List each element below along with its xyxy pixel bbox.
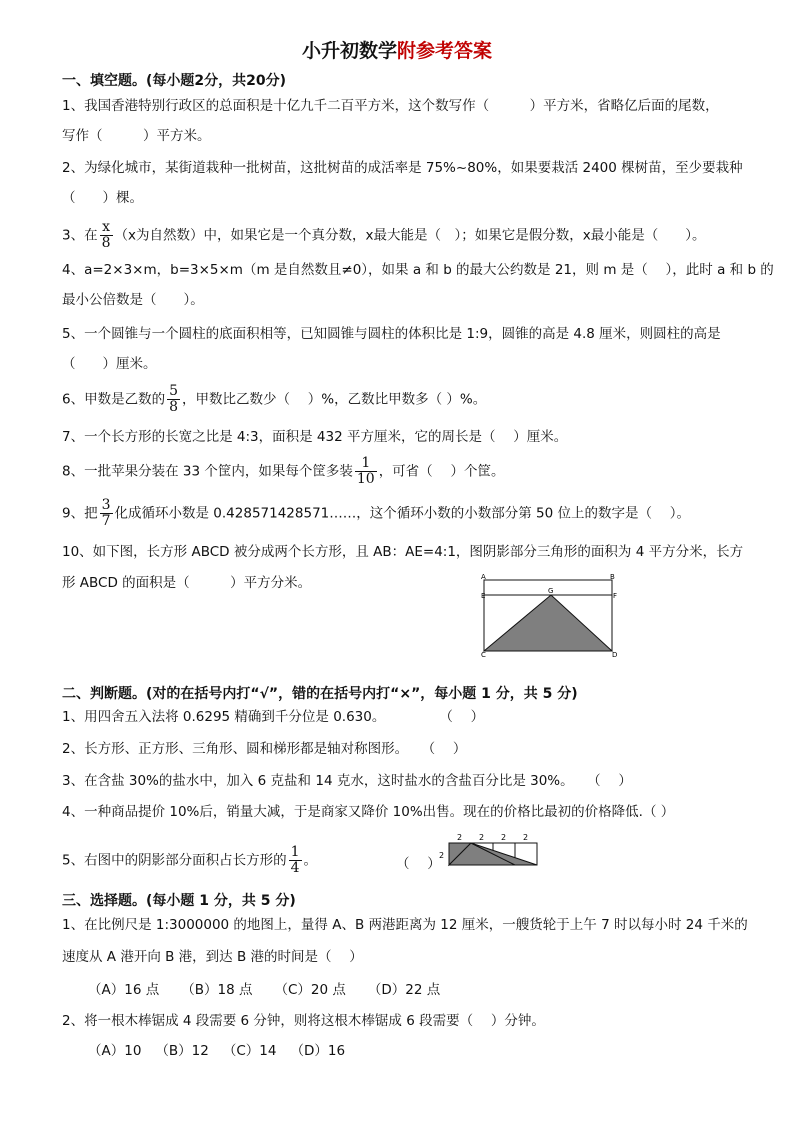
option-d: （D）22 点 [367, 982, 441, 998]
option-d: （D）16 [290, 1043, 346, 1059]
label-a: A [481, 573, 486, 581]
label-g: G [548, 587, 554, 595]
label-c: C [481, 651, 486, 658]
choice-2-options [88, 1041, 367, 1061]
label-d: D [612, 651, 618, 658]
q4-line2: 最小公倍数是（ ）。 [62, 292, 204, 308]
q8-fraction: $\frac{1}{10}$ [356, 455, 375, 487]
top-label-1: 2 [457, 833, 463, 842]
top-label-2: 2 [479, 833, 485, 842]
title-main: 小升初数学 [301, 40, 397, 62]
q9-fraction: $\frac{3}{7}$ [101, 497, 111, 529]
option-b: （B）18 点 [181, 982, 253, 998]
option-a: （A）16 点 [88, 982, 160, 998]
option-c: （C）14 [222, 1043, 277, 1059]
choice-2-line: 2、将一根木棒锯成 4 段需要 6 分钟，则将这根木棒锯成 6 段需要（ ）分钟。 [62, 1013, 545, 1029]
option-c: （C）20 点 [274, 982, 346, 998]
q3-line: 3、在 $\frac{x}{8}$ （x为自然数）中，如果它是一个真分数，x最大能是（ ）；如果它是假分数，x最小能是（ ）。 [62, 219, 706, 251]
choice-1-line1: 1、在比例尺是 1:3000000 的地图上，量得 A、B 两港距离为 12 厘米，一艘货轮于上午 7 时以每小时 24 千米的 [62, 917, 748, 933]
section3-heading: 三、选择题。(每小题 1 分，共 5 分) [62, 893, 296, 909]
judge-2: 2、长方形、正方形、三角形、圆和梯形都是轴对称图形。 （ ） [62, 741, 467, 757]
q6-fraction: $\frac{5}{8}$ [169, 383, 179, 415]
q3-fraction: $\frac{x}{8}$ [101, 219, 111, 251]
q8-line: 8、一批苹果分装在 33 个筐内，如果每个筐多装 $\frac{1}{10}$ ，可省（ ）个筐。 [62, 455, 505, 487]
shaded-triangle [484, 595, 612, 651]
q7-line: 7、一个长方形的长宽之比是 4:3，面积是 432 平方厘米，它的周长是（ ）厘米。 [62, 429, 568, 445]
q10-line1: 10、如下图，长方形 ABCD 被分成两个长方形，且 AB：AE=4:1，图阴影部分三角形的面积为 4 平方分米，长方 [62, 544, 744, 560]
choice-1-options [88, 980, 462, 1000]
judge-1: 1、用四舍五入法将 0.6295 精确到千分位是 0.630。 （ ） [62, 709, 485, 725]
section2-heading: 二、判断题。(对的在括号内打“√”，错的在括号内打“×”，每小题 1 分，共 5 分) [62, 686, 578, 702]
q10-line2: 形 ABCD 的面积是（ ）平方分米。 [62, 575, 312, 591]
top-label-3: 2 [501, 833, 507, 842]
rectangle-abcd-figure [478, 572, 628, 658]
q9-line: 9、把 $\frac{3}{7}$ 化成循环小数是 0.428571428571……，这个循环小数的小数部分第 50 位上的数字是（ ）。 [62, 497, 691, 529]
q5-line2: （ ）厘米。 [62, 356, 157, 372]
side-label: 2 [439, 851, 445, 860]
q2-line2: （ ）棵。 [62, 190, 143, 206]
label-f: F [613, 592, 618, 600]
option-b: （B）12 [155, 1043, 209, 1059]
judge-5-bracket: （ ） [396, 856, 441, 872]
title-highlight: 附参考答案 [397, 40, 493, 62]
q1-line1: 1、我国香港特别行政区的总面积是十亿九千二百平方米，这个数写作（ ）平方米，省略亿后面的尾数， [62, 98, 719, 114]
judge-5: 5、右图中的阴影部分面积占长方形的 $\frac{1}{4}$ 。 [62, 844, 318, 876]
shaded-strip-figure [437, 830, 541, 870]
q6-line: 6、甲数是乙数的 $\frac{5}{8}$ ，甲数比乙数少（ ）%，乙数比甲数多（ ）%。 [62, 383, 487, 415]
judge-4: 4、一种商品提价 10%后，销量大减，于是商家又降价 10%出售。现在的价格比最初的价格降低.（ ） [62, 804, 675, 820]
q4-line1: 4、a=2×3×m，b=3×5×m（m 是自然数且≠0），如果 a 和 b 的最大公约数是 21，则 m 是（ ），此时 a 和 b 的 [62, 262, 774, 278]
top-label-4: 2 [523, 833, 529, 842]
j5-fraction: $\frac{1}{4}$ [290, 844, 300, 876]
label-e: E [481, 592, 486, 600]
q2-line1: 2、为绿化城市，某街道栽种一批树苗，这批树苗的成活率是 75%~80%，如果要栽活 2400 棵树苗，至少要栽种 [62, 160, 743, 176]
section1-heading: 一、填空题。(每小题2分，共20分) [62, 73, 287, 89]
q5-line1: 5、一个圆锥与一个圆柱的底面积相等，已知圆锥与圆柱的体积比是 1:9，圆锥的高是 4.8 厘米，则圆柱的高是 [62, 326, 721, 342]
choice-1-line2: 速度从 A 港开向 B 港，到达 B 港的时间是（ ） [62, 949, 363, 965]
label-b: B [610, 573, 615, 581]
judge-3: 3、在含盐 30%的盐水中，加入 6 克盐和 14 克水，这时盐水的含盐百分比是 30%。 （ ） [62, 773, 632, 789]
page-title [0, 36, 794, 63]
q1-line2: 写作（ ）平方米。 [62, 128, 211, 144]
option-a: （A）10 [88, 1043, 142, 1059]
